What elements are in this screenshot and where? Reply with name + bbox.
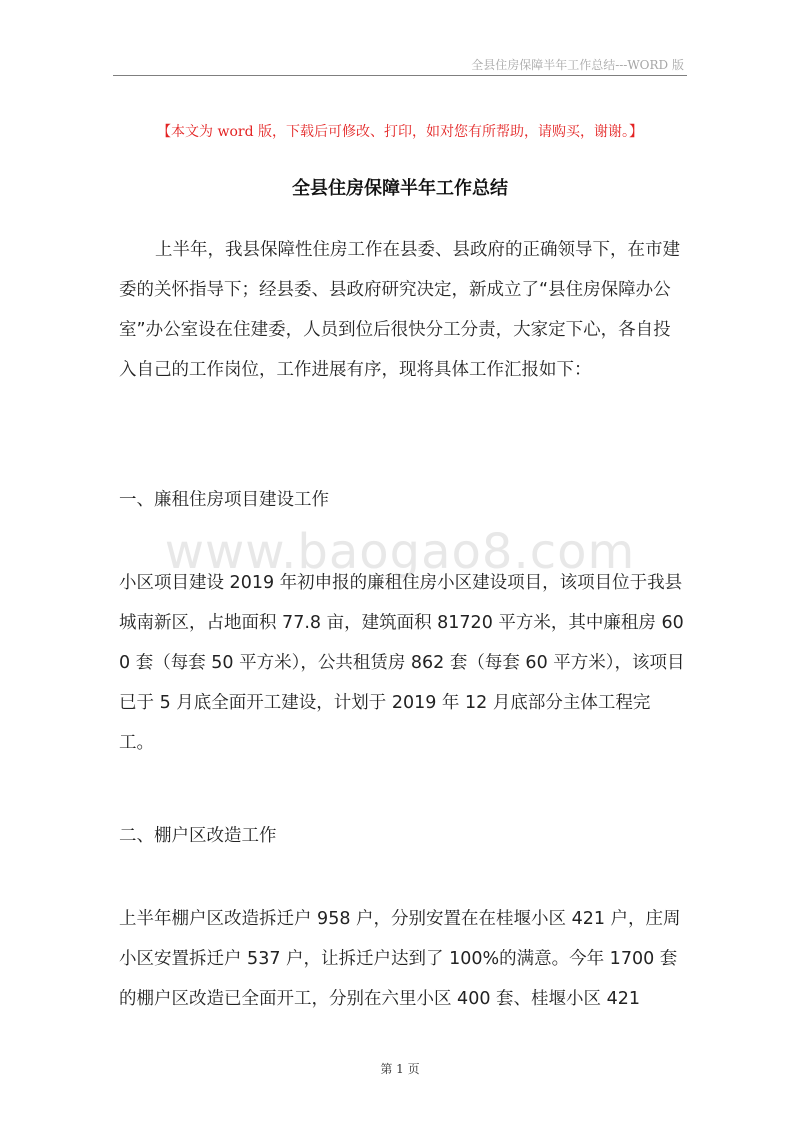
page-number: 第 1 页 — [380, 1062, 420, 1076]
watermark: www.baogao8.com — [164, 524, 636, 580]
section-heading-2: 二、棚户区改造工作 — [119, 826, 277, 846]
intro-paragraph: 上半年，我县保障性住房工作在县委、县政府的正确领导下，在市建委的关怀指导下；经县委、县政府研究决定，新成立了“县住房保障办公室”办公室设在住建委，人员到位后很快分工分责，大家定下心，各自投入自己的工作岗位，工作进展有序，现将具体工作汇报如下： — [119, 240, 680, 380]
section-body-1: 小区项目建设 2019 年初申报的廉租住房小区建设项目，该项目位于我县城南新区，占地面积 77.8 亩，建筑面积 81720 平方米，其中廉租房 600 套（每套 50 平方米），公共租赁房 862 套（每套 60 平方米），该项目已于 5 月底全面开工建设，计划于 2019 年 12 月底部分主体工程完工。 — [119, 573, 685, 753]
purchase-notice: 【本文为 word 版，下载后可修改、打印，如对您有所帮助，请购买，谢谢。】 — [157, 124, 643, 140]
document-title: 全县住房保障半年工作总结 — [292, 178, 508, 199]
section-heading-1: 一、廉租住房项目建设工作 — [119, 490, 329, 510]
running-header: 全县住房保障半年工作总结---WORD 版 — [471, 58, 684, 72]
section-body-2: 上半年棚户区改造拆迁户 958 户，分别安置在在桂堰小区 421 户，庄周小区安置拆迁户 537 户，让拆迁户达到了 100%的满意。今年 1700 套的棚户区改造已全面开工，分别在六里小区 400 套、桂堰小区 421 — [119, 909, 681, 1009]
header-divider — [113, 75, 687, 76]
